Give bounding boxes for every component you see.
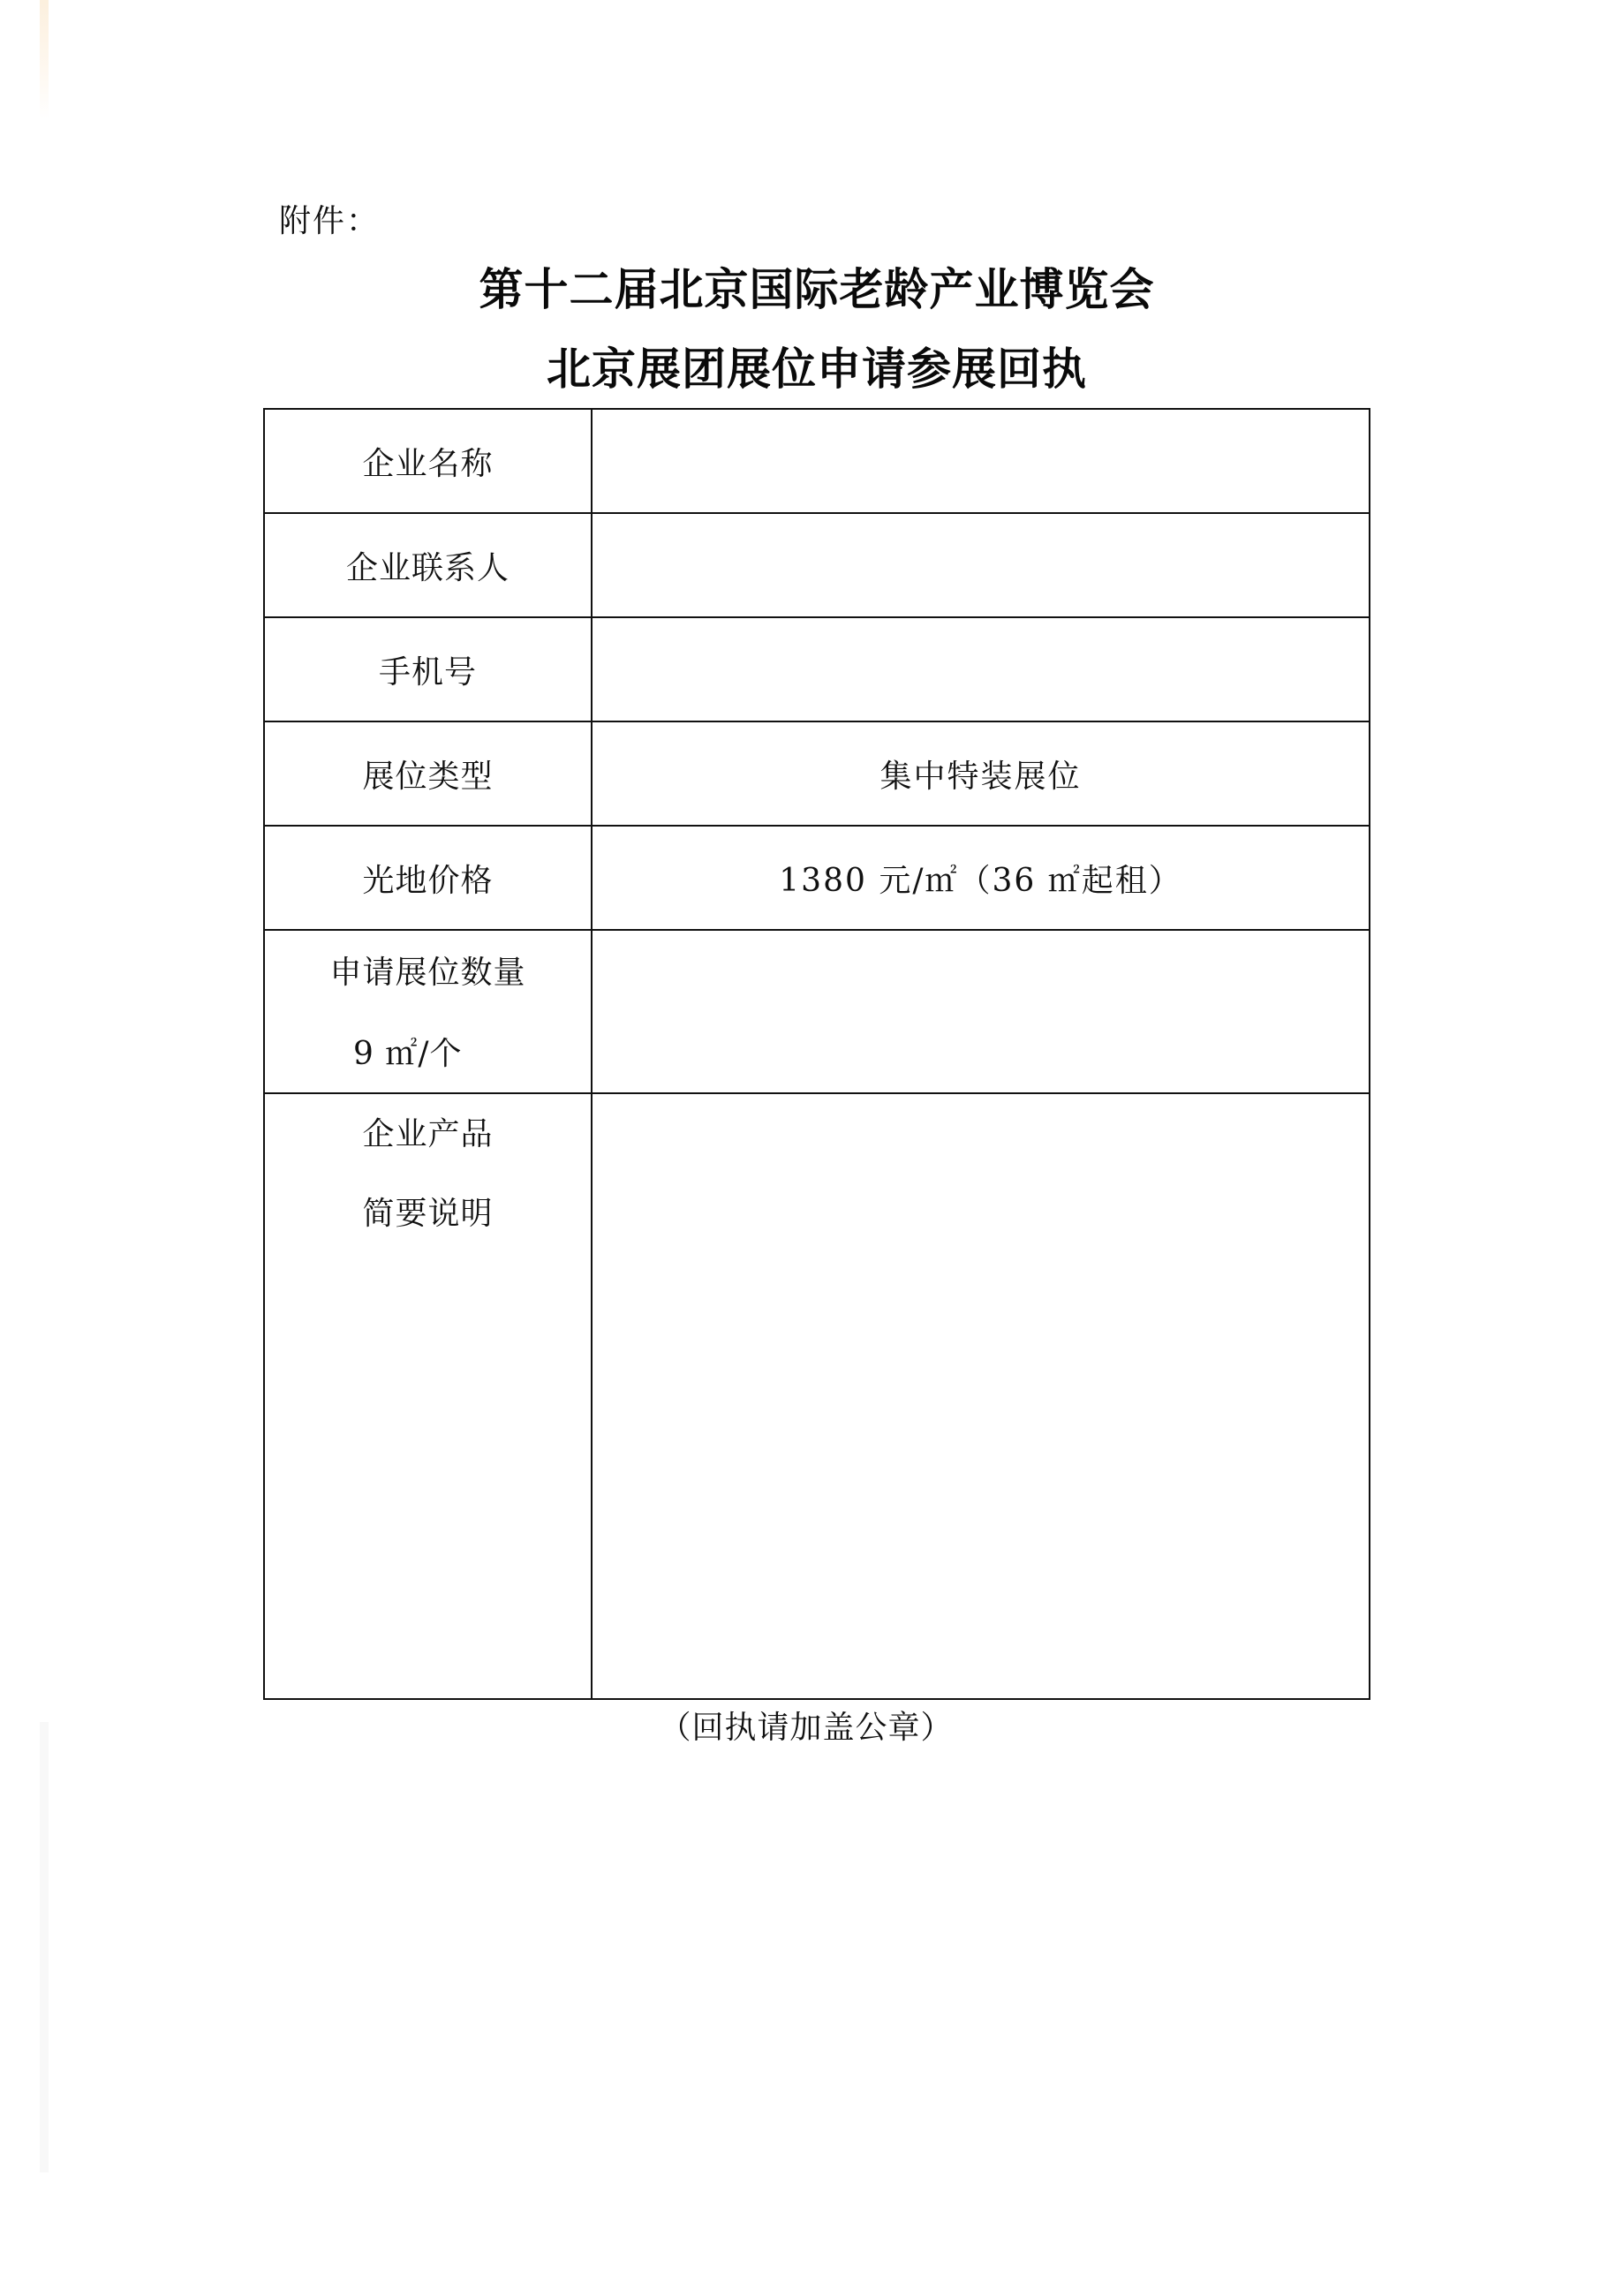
page-title: 第十二届北京国际老龄产业博览会: [479, 264, 1155, 315]
field-label-line: 申请展位数量: [329, 955, 526, 991]
mobile-number-field[interactable]: [592, 617, 1370, 721]
form-row-company-name: [264, 409, 1370, 513]
stamp-note: （回执请加盖公章）: [659, 1710, 954, 1746]
scan-artifact: [40, 1722, 49, 2172]
form-row-booth-type: [264, 721, 1370, 826]
field-label-line: 企业产品: [362, 1116, 494, 1152]
booth-type-value: 集中特装展位: [592, 721, 1370, 826]
page-subtitle: 北京展团展位申请参展回执: [547, 344, 1087, 395]
field-label: [264, 930, 592, 1093]
field-label-line: 简要说明: [362, 1196, 494, 1232]
field-label: 手机号: [264, 617, 592, 721]
field-label: 企业联系人: [264, 513, 592, 617]
form-row-booth-quantity: [264, 930, 1370, 1093]
field-label: [264, 1093, 592, 1699]
field-label: 展位类型: [264, 721, 592, 826]
product-description-field[interactable]: [592, 1093, 1370, 1699]
scan-artifact: [40, 0, 49, 119]
form-row-mobile: [264, 617, 1370, 721]
space-price-value: 1380 元/㎡（36 ㎡起租）: [592, 826, 1370, 930]
field-label: 企业名称: [264, 409, 592, 513]
company-name-field[interactable]: [592, 409, 1370, 513]
application-form-table: [263, 408, 1370, 1700]
booth-quantity-field[interactable]: [592, 930, 1370, 1093]
contact-person-field[interactable]: [592, 513, 1370, 617]
form-row-contact-person: [264, 513, 1370, 617]
attachment-label: 附件：: [279, 203, 381, 239]
field-label: 光地价格: [264, 826, 592, 930]
field-label-unit: 9 ㎡/个: [353, 1036, 463, 1072]
form-row-price: [264, 826, 1370, 930]
form-row-product-description: [264, 1093, 1370, 1699]
